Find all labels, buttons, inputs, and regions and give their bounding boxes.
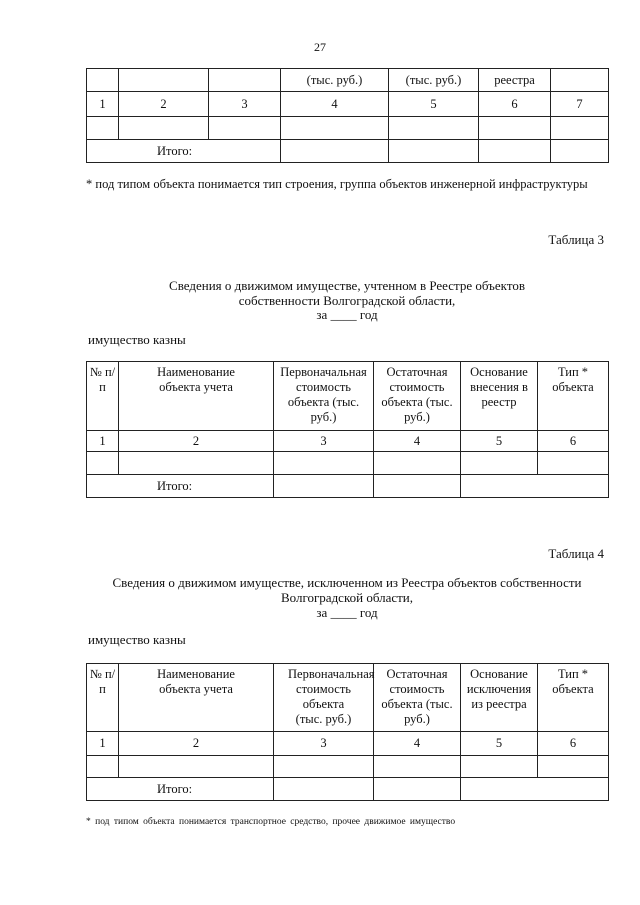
table3 <box>86 361 609 498</box>
table-cell: 6 <box>479 92 551 117</box>
table-cell: реестра <box>479 69 551 92</box>
table-cell <box>87 69 119 92</box>
column-header: Тип * объекта <box>538 362 609 431</box>
table-cell: 6 <box>538 431 609 452</box>
table-row <box>87 756 609 778</box>
table3-title-line1: Сведения о движимом имуществе, учтенном в Реестре объектов <box>169 278 525 293</box>
table-row <box>87 92 609 117</box>
table-cell: 3 <box>274 431 374 452</box>
table-cell: 2 <box>119 732 274 756</box>
table4-caption: Таблица 4 <box>548 546 604 561</box>
table4-subtitle: имущество казны <box>88 632 186 647</box>
table-row <box>87 69 609 92</box>
table-header-row <box>87 362 609 431</box>
total-row <box>87 140 609 163</box>
table-cell: 4 <box>281 92 389 117</box>
column-header: Наименование объекта учета <box>119 664 274 732</box>
column-header: Тип * объекта <box>538 664 609 732</box>
previous-table <box>86 68 609 163</box>
table-cell: 4 <box>374 732 461 756</box>
column-header: Наименование объекта учета <box>119 362 274 431</box>
table-row <box>87 431 609 452</box>
table-cell: 5 <box>461 732 538 756</box>
table-cell <box>551 69 609 92</box>
column-header: Остаточная стоимость объекта (тыс. руб.) <box>374 664 461 732</box>
table-cell: 5 <box>461 431 538 452</box>
table-cell: 2 <box>119 431 274 452</box>
table4 <box>86 663 609 801</box>
table-cell: 1 <box>87 732 119 756</box>
total-label: Итого: <box>87 475 274 498</box>
table3-subtitle: имущество казны <box>88 332 186 347</box>
table-row <box>87 117 609 140</box>
page-number: 27 <box>314 40 326 54</box>
footnote: * под типом объекта понимается транспортное средство, прочее движимое имущество <box>86 817 456 827</box>
column-header: Основание исключения из реестра <box>461 664 538 732</box>
table-cell: 2 <box>119 92 209 117</box>
total-label: Итого: <box>87 140 281 163</box>
column-header: Основание внесения в реестр <box>461 362 538 431</box>
table-cell: 5 <box>389 92 479 117</box>
table-cell: 1 <box>87 431 119 452</box>
table-cell: (тыс. руб.) <box>281 69 389 92</box>
table-cell: 3 <box>274 732 374 756</box>
footnote: * под типом объекта понимается тип строения, группа объектов инженерной инфраструктуры <box>86 177 588 191</box>
column-header: Остаточная стоимость объекта (тыс. руб.) <box>374 362 461 431</box>
total-label: Итого: <box>87 778 274 801</box>
table-cell: (тыс. руб.) <box>389 69 479 92</box>
total-row <box>87 475 609 498</box>
table-cell: 1 <box>87 92 119 117</box>
table3-caption: Таблица 3 <box>548 232 604 247</box>
column-header: Первоначальная стоимость объекта (тыс. руб.) <box>274 664 374 732</box>
table3-title-line3: за ____ год <box>316 307 378 322</box>
column-header: № п/п <box>87 664 119 732</box>
table-cell: 3 <box>209 92 281 117</box>
table-row <box>87 452 609 475</box>
total-row <box>87 778 609 801</box>
table4-title-line1: Сведения о движимом имуществе, исключенном из Реестра объектов собственности <box>112 575 582 590</box>
table-row <box>87 732 609 756</box>
table-cell: 6 <box>538 732 609 756</box>
column-header: № п/п <box>87 362 119 431</box>
table-cell <box>119 69 209 92</box>
column-header: Первоначальная стоимость объекта (тыс. руб.) <box>274 362 374 431</box>
table3-title-line2: собственности Волгоградской области, <box>238 293 456 308</box>
table-header-row <box>87 664 609 732</box>
table4-title-line2: Волгоградской области, <box>280 590 414 605</box>
table-cell: 4 <box>374 431 461 452</box>
table-cell <box>209 69 281 92</box>
table4-title-line3: за ____ год <box>316 605 378 620</box>
table-cell: 7 <box>551 92 609 117</box>
